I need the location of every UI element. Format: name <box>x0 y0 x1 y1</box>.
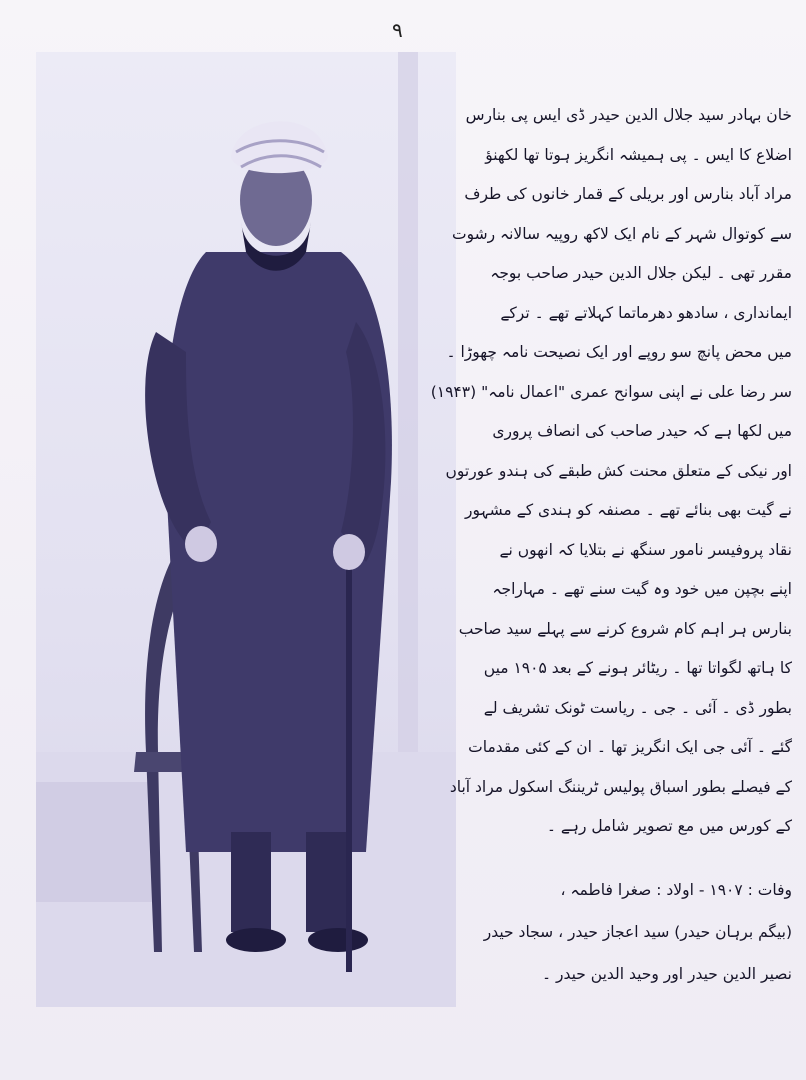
text-line: اپنے بچپن میں خود وہ گیت سنے تھے ۔ مہاراجہ <box>492 580 792 598</box>
text-line: میں محض پانچ سو روپے اور ایک نصیحت نامہ چھوڑا ۔ <box>446 343 792 361</box>
page-number: ۹ <box>392 18 403 42</box>
text-line: سے کوتوال شہر کے نام ایک لاکھ روپیہ سالانہ رشوت <box>452 224 792 243</box>
text-line: کے کورس میں مع تصویر شامل رہے ۔ <box>546 817 792 835</box>
text-line: بطور ڈی ۔ آئی ۔ جی ۔ ریاست ٹونک تشریف لے <box>483 698 792 717</box>
text-line: گئے ۔ آئی جی ایک انگریز تھا ۔ ان کے کئی مقدمات <box>468 738 792 756</box>
footer-line: نصیر الدین حیدر اور وحید الدین حیدر ۔ <box>541 964 792 983</box>
portrait-illustration <box>36 52 456 1007</box>
text-line: اور نیکی کے متعلق محنت کش طبقے کی ہندو عورتوں <box>445 461 792 480</box>
text-line: مقرر تھی ۔ لیکن جلال الدین حیدر صاحب بوجہ <box>490 264 792 282</box>
text-line: نقاد پروفیسر نامور سنگھ نے بتلایا کہ انھوں نے <box>499 540 792 559</box>
text-line: کے فیصلے بطور اسباق پولیس ٹریننگ اسکول مراد آباد <box>449 777 792 796</box>
biographical-footer <box>462 869 792 995</box>
text-line: سر رضا علی نے اپنی سوانح عمری "اعمال نامہ" (۱۹۴۳) <box>430 382 792 401</box>
text-line: نے گیت بھی بنائے تھے ۔ مصنفہ کو ہندی کے مشہور <box>465 501 792 519</box>
text-line: بنارس ہر اہم کام شروع کرنے سے پہلے سید صاحب <box>458 619 792 638</box>
footer-line: وفات : ۱۹۰۷ - اولاد : صغرا فاطمہ ، <box>560 880 792 899</box>
article-text <box>430 96 792 995</box>
text-line: خان بہادر سید جلال الدین حیدر ڈی ایس پی بنارس <box>465 106 792 124</box>
portrait-photograph <box>36 52 456 1007</box>
text-line: میں لکھا ہے کہ حیدر صاحب کی انصاف پروری <box>492 422 792 440</box>
text-line: مراد آباد بنارس اور بریلی کے قمار خانوں کی طرف <box>464 185 792 203</box>
text-line: کا ہاتھ لگواتا تھا ۔ ریٹائر ہونے کے بعد ۱۹۰۵ میں <box>483 659 792 677</box>
text-line: اضلاع کا ایس ۔ پی ہمیشہ انگریز ہوتا تھا لکھنؤ <box>485 145 792 164</box>
text-line: ایمانداری ، سادھو دھرماتما کہلاتے تھے ۔ ترکے <box>500 303 792 322</box>
footer-line: (بیگم برہان حیدر) سید اعجاز حیدر ، سجاد حیدر <box>483 922 792 941</box>
paragraph-gap <box>462 847 792 869</box>
